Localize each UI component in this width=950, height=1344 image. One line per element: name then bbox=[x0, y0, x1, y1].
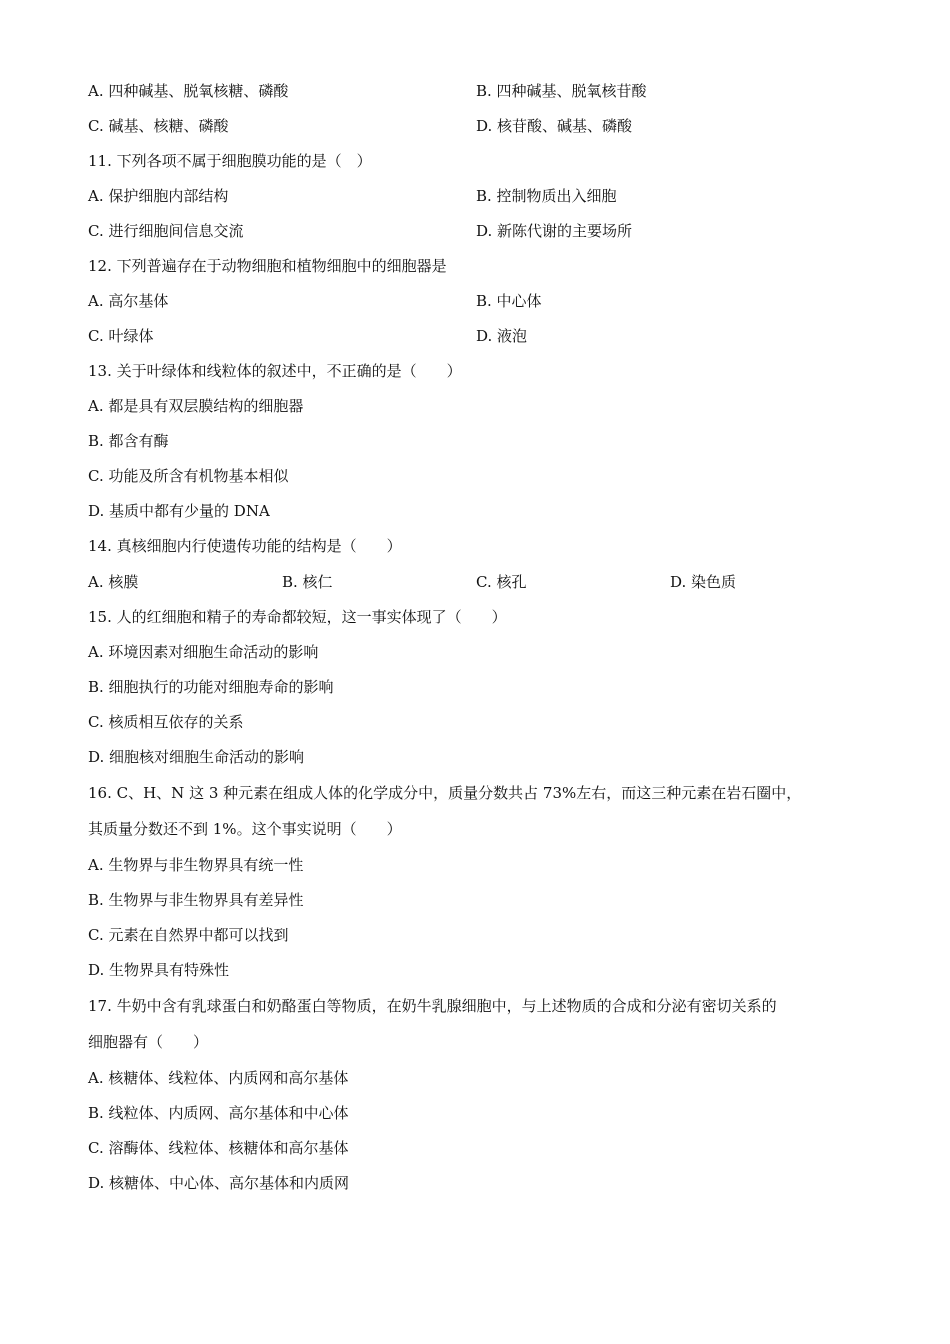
q15-option-c: C. 核质相互依存的关系 bbox=[88, 713, 244, 731]
q12-option-a: A. 高尔基体 bbox=[88, 292, 169, 310]
q16-option-d: D. 生物界具有特殊性 bbox=[88, 961, 230, 979]
q12-stem: 12. 下列普遍存在于动物细胞和植物细胞中的细胞器是 bbox=[88, 257, 447, 275]
q16-stem-line2: 其质量分数还不到 1%。这个事实说明（ ） bbox=[88, 820, 402, 838]
q13-option-c: C. 功能及所含有机物基本相似 bbox=[88, 467, 289, 485]
q13-option-d: D. 基质中都有少量的 DNA bbox=[88, 502, 270, 520]
q12-option-c: C. 叶绿体 bbox=[88, 327, 154, 345]
q14-option-d: D. 染色质 bbox=[670, 573, 737, 591]
q12-option-b: B. 中心体 bbox=[476, 292, 542, 310]
q16-stem-line1: 16. C、H、N 这 3 种元素在组成人体的化学成分中，质量分数共占 73%左右，而这三种元素在岩石圈中， bbox=[88, 784, 802, 802]
q17-stem-line2: 细胞器有（ ） bbox=[88, 1033, 209, 1051]
q13-option-b: B. 都含有酶 bbox=[88, 432, 169, 450]
q10-option-b: B. 四种碱基、脱氧核苷酸 bbox=[476, 82, 647, 100]
q11-stem: 11. 下列各项不属于细胞膜功能的是（ ） bbox=[88, 152, 372, 170]
q17-stem-line1: 17. 牛奶中含有乳球蛋白和奶酪蛋白等物质，在奶牛乳腺细胞中，与上述物质的合成和分泌有密切关系的 bbox=[88, 997, 777, 1015]
q15-stem: 15. 人的红细胞和精子的寿命都较短，这一事实体现了（ ） bbox=[88, 608, 507, 626]
q14-option-c: C. 核孔 bbox=[476, 573, 527, 591]
q17-option-d: D. 核糖体、中心体、高尔基体和内质网 bbox=[88, 1174, 350, 1192]
q16-option-a: A. 生物界与非生物界具有统一性 bbox=[88, 856, 304, 874]
q17-option-c: C. 溶酶体、线粒体、核糖体和高尔基体 bbox=[88, 1139, 349, 1157]
q13-option-a: A. 都是具有双层膜结构的细胞器 bbox=[88, 397, 304, 415]
q12-option-d: D. 液泡 bbox=[476, 327, 528, 345]
q16-option-b: B. 生物界与非生物界具有差异性 bbox=[88, 891, 304, 909]
q10-option-a: A. 四种碱基、脱氧核糖、磷酸 bbox=[88, 82, 289, 100]
q15-option-a: A. 环境因素对细胞生命活动的影响 bbox=[88, 643, 319, 661]
q14-option-b: B. 核仁 bbox=[282, 573, 333, 591]
q11-option-b: B. 控制物质出入细胞 bbox=[476, 187, 617, 205]
q11-option-a: A. 保护细胞内部结构 bbox=[88, 187, 229, 205]
q17-option-b: B. 线粒体、内质网、高尔基体和中心体 bbox=[88, 1104, 349, 1122]
q14-stem: 14. 真核细胞内行使遗传功能的结构是（ ） bbox=[88, 537, 402, 555]
q13-stem: 13. 关于叶绿体和线粒体的叙述中，不正确的是（ ） bbox=[88, 362, 462, 380]
q10-option-c: C. 碱基、核糖、磷酸 bbox=[88, 117, 229, 135]
q11-option-d: D. 新陈代谢的主要场所 bbox=[476, 222, 633, 240]
q15-option-b: B. 细胞执行的功能对细胞寿命的影响 bbox=[88, 678, 334, 696]
q10-option-d: D. 核苷酸、碱基、磷酸 bbox=[476, 117, 633, 135]
q17-option-a: A. 核糖体、线粒体、内质网和高尔基体 bbox=[88, 1069, 349, 1087]
q16-option-c: C. 元素在自然界中都可以找到 bbox=[88, 926, 289, 944]
q11-option-c: C. 进行细胞间信息交流 bbox=[88, 222, 244, 240]
q14-option-a: A. 核膜 bbox=[88, 573, 139, 591]
q15-option-d: D. 细胞核对细胞生命活动的影响 bbox=[88, 748, 305, 766]
